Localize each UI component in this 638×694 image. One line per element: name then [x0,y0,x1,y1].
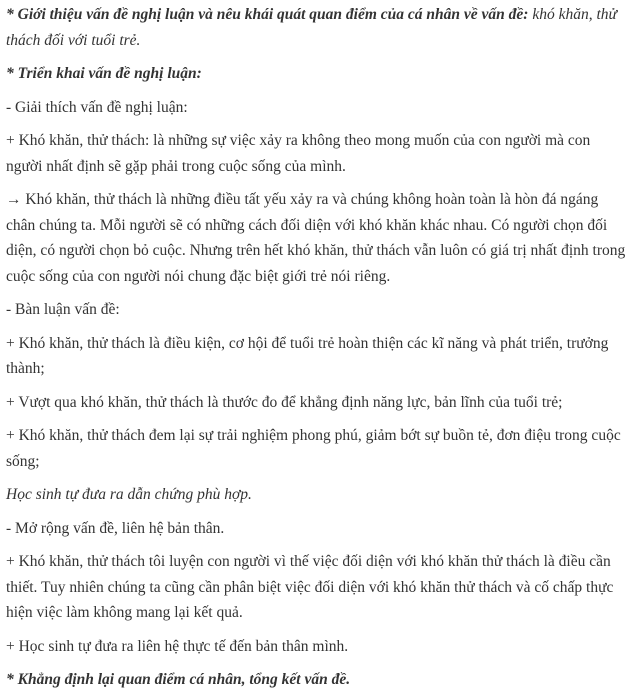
discuss-point-2: + Vượt qua khó khăn, thử thách là thước đo để khẳng định năng lực, bản lĩnh của tuổi trẻ; [6,393,563,411]
intro-topic: khó khăn, thử thách đối với tuổi trẻ. [6,6,617,49]
development-heading: * Triển khai vấn đề nghị luận: [6,65,202,82]
explain-heading: - Giải thích vấn đề nghị luận: [6,98,188,116]
conclusion-arrow-paragraph: → Khó khăn, thử thách là những điều tất yếu xảy ra và chúng không hoàn toàn là hòn đá ngáng chân chúng ta. Mỗi người sẽ có những cách đối diện với khó khăn khác nhau. Có người chọn đối diện, có người chọn bỏ cuộc. Nhưng trên hết khó khăn, thử thách vẫn luôn có giá trị nhất định trong cuộc sống của con người nói chung đặc biệt giới trẻ nói riêng. [6,191,626,285]
expand-heading: - Mở rộng vấn đề, liên hệ bản thân. [6,519,225,537]
discuss-heading: - Bàn luận vấn đề: [6,301,120,318]
evidence-note: Học sinh tự đưa ra dẫn chứng phù hợp. [6,486,252,503]
self-relate-paragraph: + Học sinh tự đưa ra liên hệ thực tế đến bản thân mình. [6,637,349,655]
definition-paragraph: + Khó khăn, thử thách: là những sự việc xảy ra không theo mong muốn của con người mà con người nhất định sẽ gặp phải trong cuộc sống của mình. [6,132,591,175]
intro-heading: * Giới thiệu vấn đề nghị luận và nêu khái quát quan điểm của cá nhân về vấn đề: [6,6,529,23]
discuss-point-3: + Khó khăn, thử thách đem lại sự trải nghiệm phong phú, giảm bớt sự buồn tẻ, đơn điệu trong cuộc sống; [6,427,621,470]
discuss-point-1: + Khó khăn, thử thách là điều kiện, cơ hội để tuổi trẻ hoàn thiện các kĩ năng và phát triển, trưởng thành; [6,334,609,377]
expand-paragraph: + Khó khăn, thử thách tôi luyện con người vì thế việc đối diện với khó khăn thử thách là điều cần thiết. Tuy nhiên chúng ta cũng cần phân biệt việc đối diện với khó khăn thử thách và cố chấp thực hiện việc làm không mang lại kết quả. [6,553,614,621]
intro-paragraph [6,2,626,53]
closing-heading: * Khẳng định lại quan điểm cá nhân, tổng kết vấn đề. [6,671,351,688]
